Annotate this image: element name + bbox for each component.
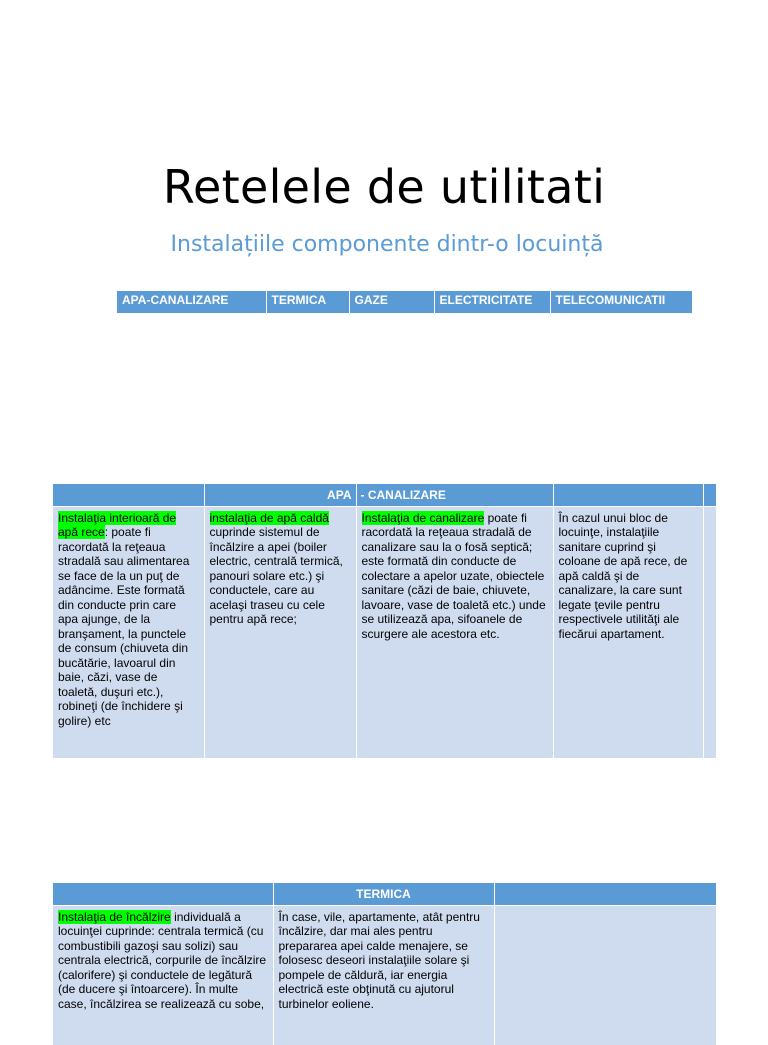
table1-cell-apa-rece [53,506,204,758]
table2-cell-empty [494,905,716,1045]
table1-cell-canalizare [356,506,553,758]
nav-apa-canalizare[interactable]: APA-CANALIZARE [117,291,266,313]
highlight-text: instalaţia de apă caldă [209,510,329,525]
cell-text: În cazul unui bloc de locuinţe, instalaţiile sanitare cuprind şi coloane de apă rece, de apă caldă şi de canalizare, la care sunt legate ţevile pentru respectivele utilităţi ale fiecărui apartament. [558,510,688,641]
nav-gaze[interactable]: GAZE [349,291,434,313]
cell-text: : poate fi racordată la reţeaua stradală sau alimentarea se face de la un puţ de adâncime. Este formată din conducte prin care apa ajunge, de la branşament, la punctele de consum (chiuveta din bucătărie, lavoarul din baie, căzi, vase de toaletă, duşuri etc.), robineţi (de închidere şi golire) etc [58,525,190,728]
table2-header-termica: TERMICA [273,883,494,905]
nav-telecomunicatii[interactable]: TELECOMUNICATII [550,291,692,313]
table2-cell-solare [273,905,494,1045]
page-title: Retelele de utilitati [162,160,606,214]
table1-cell-apa-calda [204,506,356,758]
cell-text: poate fi racordată la reţeaua stradală de canalizare sau la o fosă septică; este formată din conducte de colectare a apelor uzate, obiectele sanitare (căzi de baie, chiuvete, lavoare, vase de toaletă etc.) unde se utilizează apa, sifoanele de scurgere ale acestora etc. [361,510,546,641]
table2-header-cell [494,883,716,905]
nav-electricitate[interactable]: ELECTRICITATE [434,291,550,313]
table1-header-cell [53,484,204,506]
table1-header-cell [553,484,703,506]
table1-header-cell [703,484,716,506]
highlight-text: Instalaţia interioară de apă rece [58,510,177,539]
table2-cell-incalzire [53,905,273,1045]
nav-termica[interactable]: TERMICA [266,291,349,313]
table1-header-canalizare: - CANALIZARE [356,484,553,506]
page-subtitle: Instalațiile componente dintr-o locuință [170,232,604,257]
apa-canalizare-table [53,484,716,758]
table2-header-cell [53,883,273,905]
utility-nav-bar [117,291,692,313]
table1-cell-empty [703,506,716,758]
table1-cell-bloc [553,506,703,758]
table1-header-apa: APA [204,484,356,506]
cell-text: cuprinde sistemul de încălzire a apei (boiler electric, centrală termică, panouri solare etc.) şi conductele, care au acelaşi traseu cu cele pentru apă rece; [209,525,343,626]
cell-text: În case, vile, apartamente, atât pentru încălzire, dar mai ales pentru prepararea apei calde menajere, se folosesc deseori instalaţiile solare şi pompele de căldură, iar energia electrică este obţinută cu ajutorul turbinelor eoliene. [278,909,480,1011]
highlight-text: Instalaţia de încălzire [58,909,171,924]
termica-table [53,883,716,1045]
highlight-text: Instalaţia de canalizare [361,510,485,525]
cell-text: individuală a locuinţei cuprinde: centrala termică (cu combustibili gazoşi sau solizi) sau centrala electrică, corpurile de încălzire (calorifere) şi conductele de legătură (de ducere şi întoarcere). În multe case, încălzirea se realizează cu sobe, [58,909,267,1011]
